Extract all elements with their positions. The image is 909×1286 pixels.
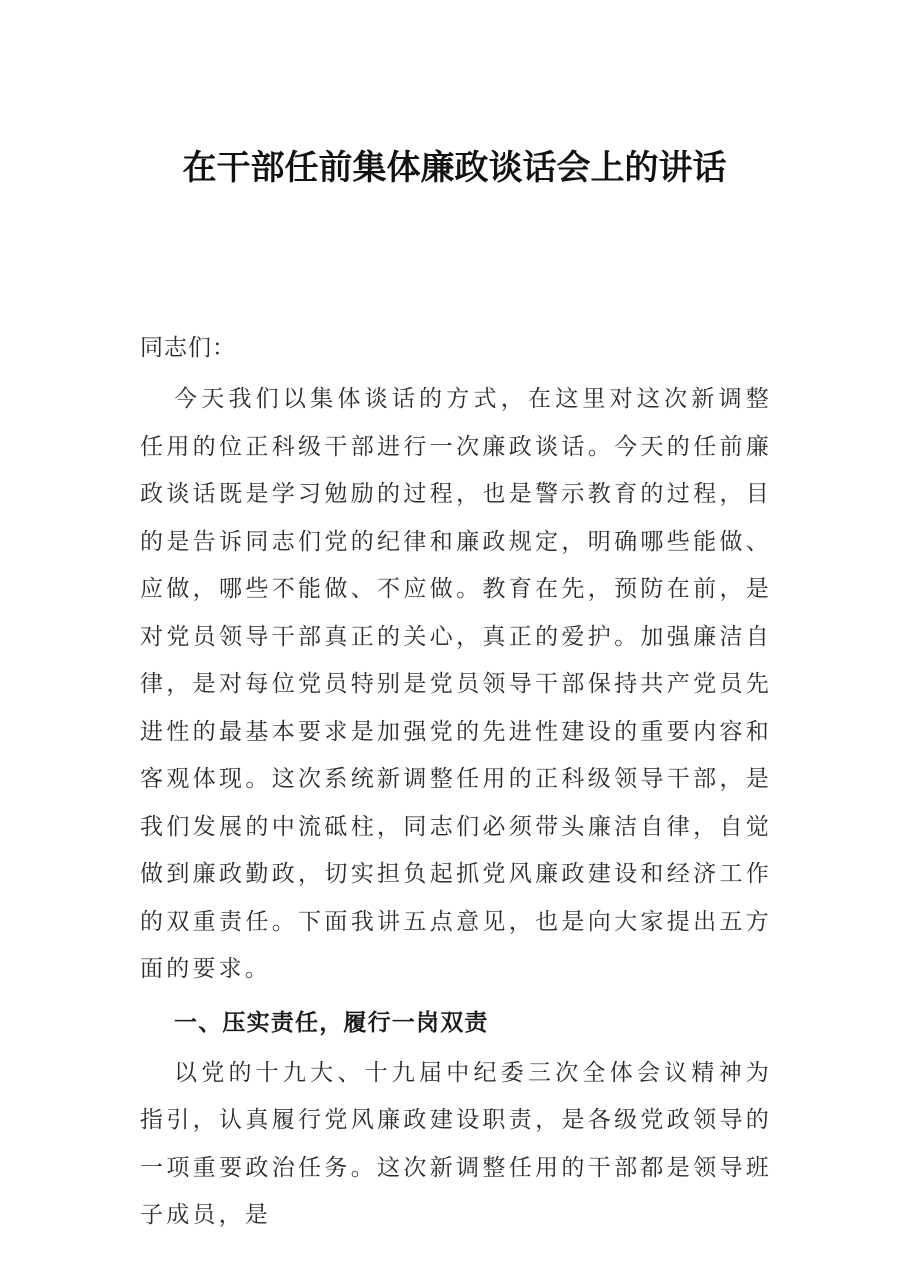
paragraph-intro: 今天我们以集体谈话的方式，在这里对这次新调整任用的位正科级干部进行一次廉政谈话。今天的任前廉政谈话既是学习勉励的过程，也是警示教育的过程，目的是告诉同志们党的纪律和廉政规定，明确哪些能做、应做，哪些不能做、不应做。教育在先，预防在前，是对党员领导干部真正的关心，真正的爱护。加强廉洁自律，是对每位党员特别是党员领导干部保持共产党员先进性的最基本要求是加强党的先进性建设的重要内容和客观体现。这次系统新调整任用的正科级领导干部，是我们发展的中流砥柱，同志们必须带头廉洁自律，自觉做到廉政勤政，切实担负起抓党风廉政建设和经济工作的双重责任。下面我讲五点意见，也是向大家提出五方面的要求。: [140, 386, 772, 982]
salutation: 同志们：: [140, 335, 236, 361]
document-body: [140, 320, 772, 1240]
section-heading-1: 一、压实责任，履行一岗双责: [174, 1008, 489, 1036]
paragraph-section-1: 以党的十九大、十九届中纪委三次全体会议精神为指引，认真履行党风廉政建设职责，是各级党政领导的一项重要政治任务。这次新调整任用的干部都是领导班子成员，是: [140, 1059, 772, 1228]
document-title: 在干部任前集体廉政谈话会上的讲话: [182, 148, 727, 188]
